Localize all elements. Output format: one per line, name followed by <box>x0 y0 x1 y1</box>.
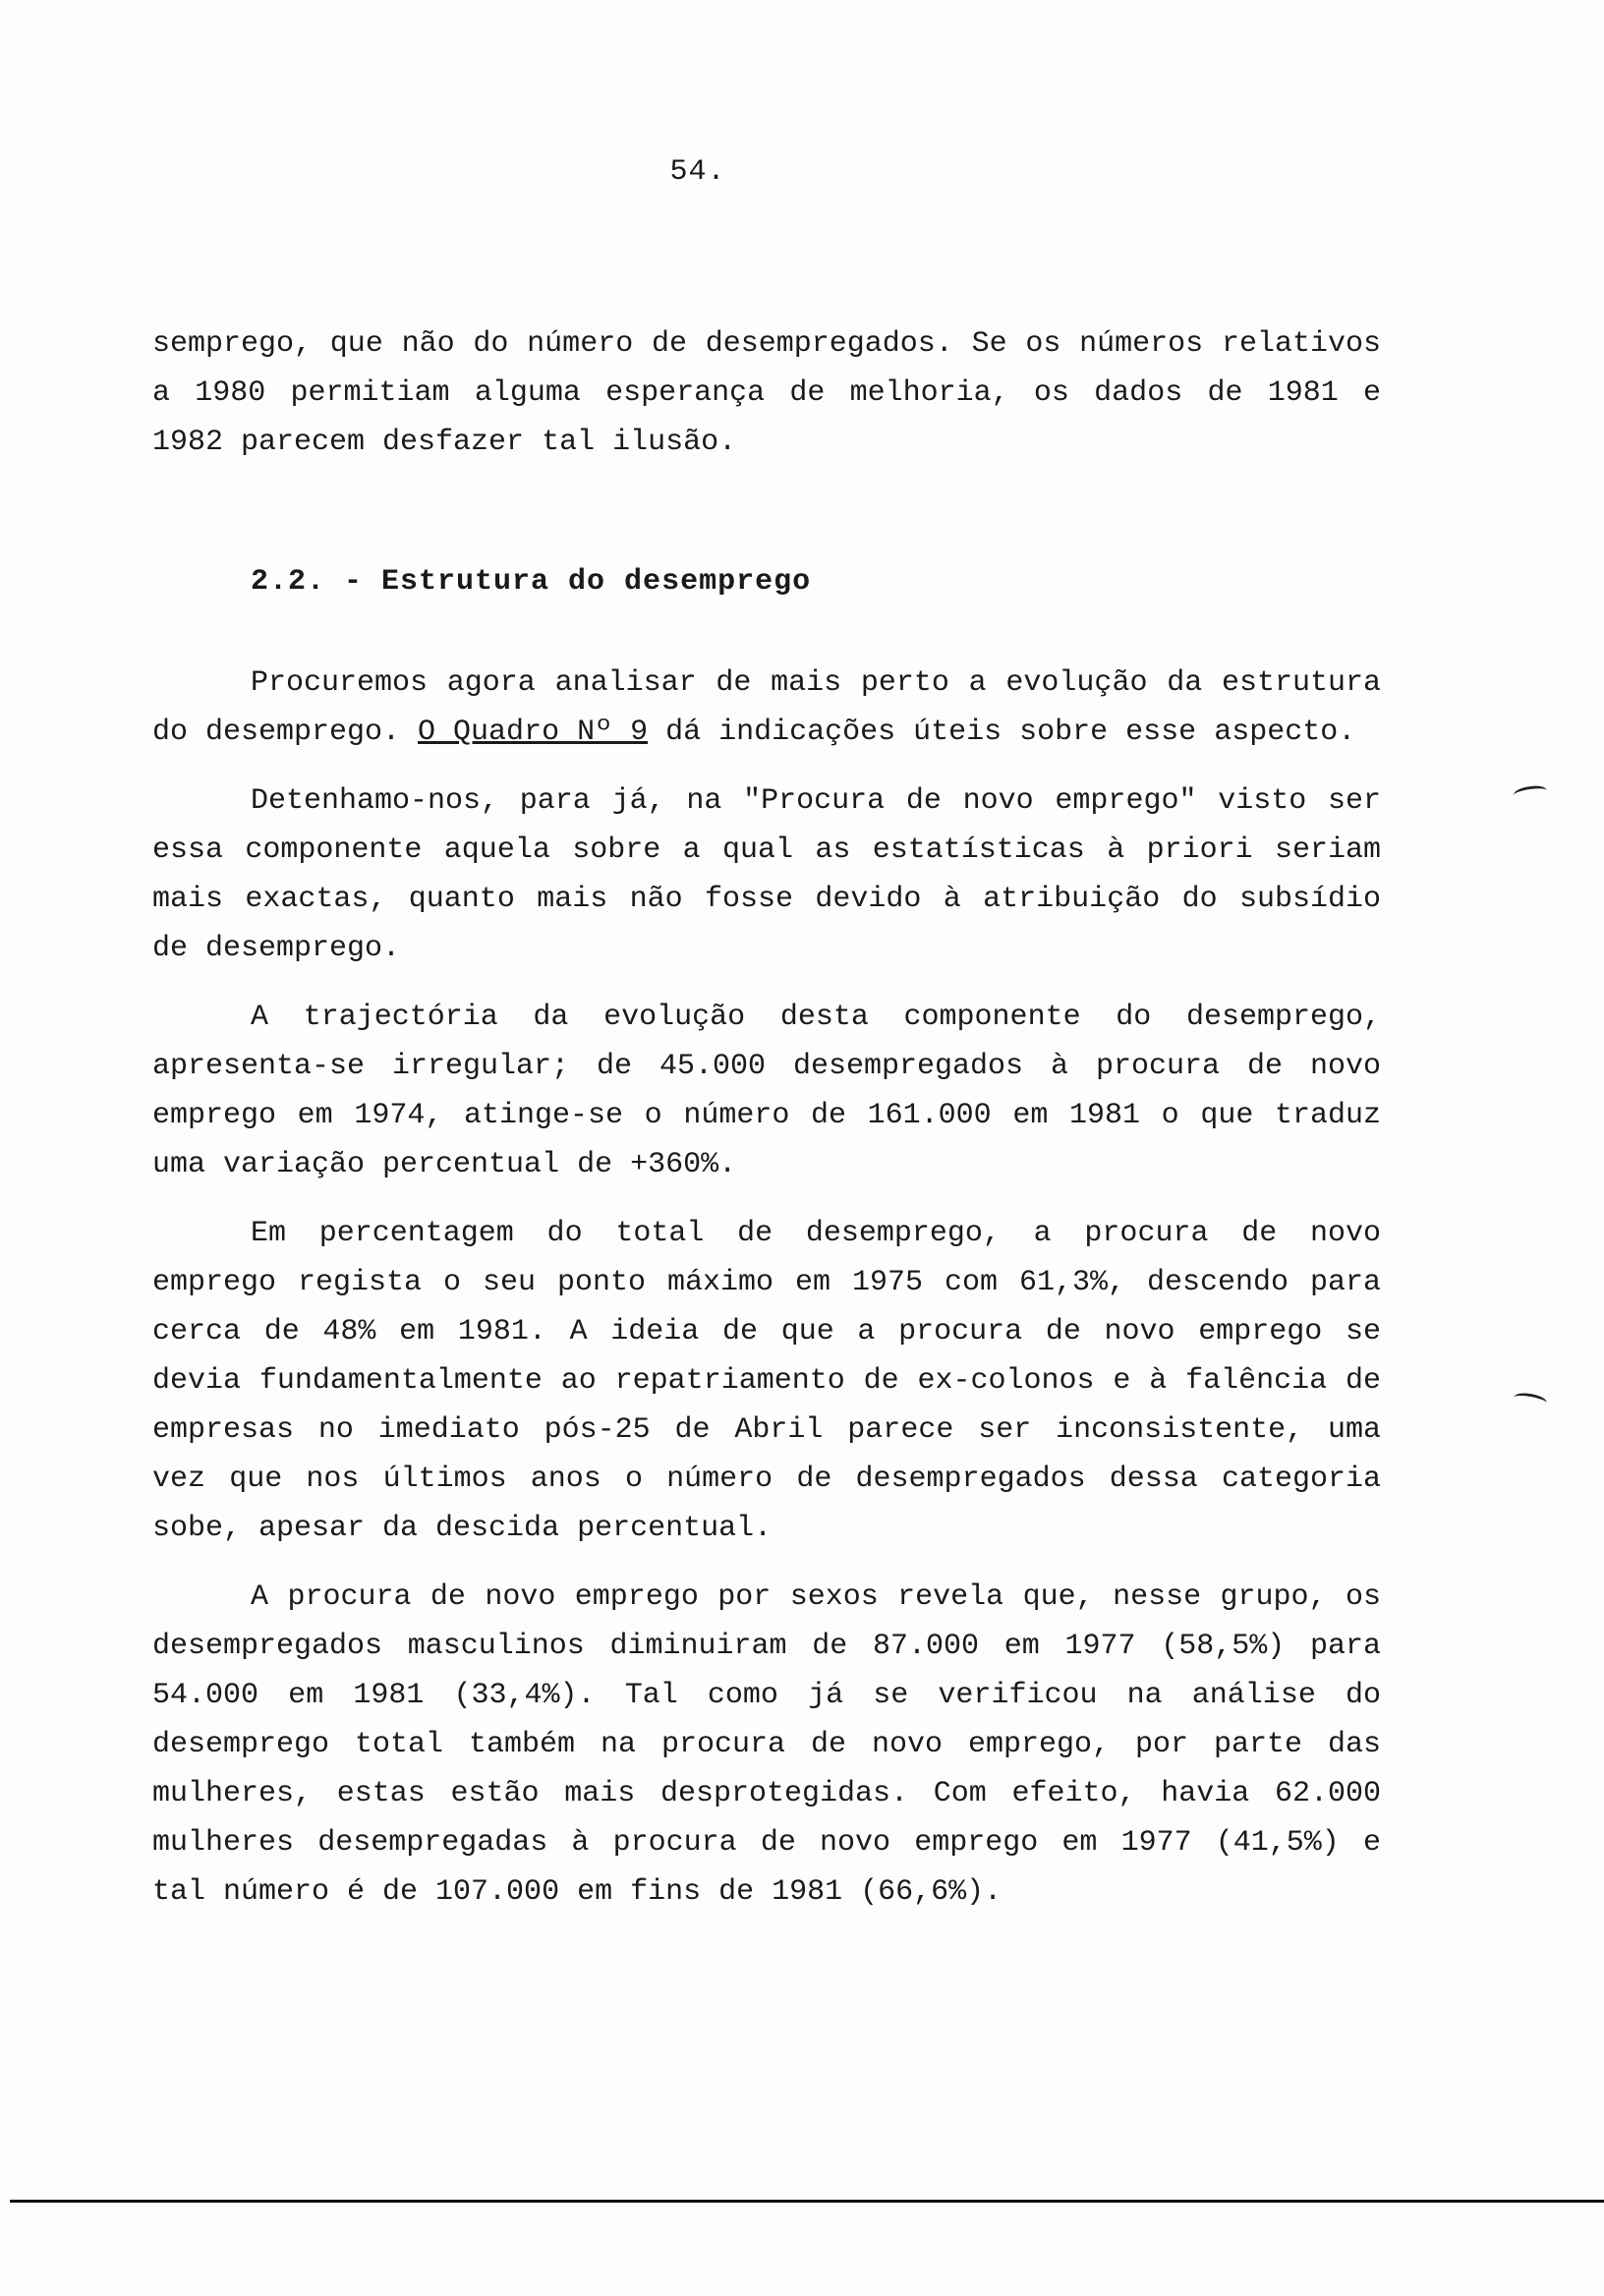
page-number: 54. <box>669 155 726 189</box>
paragraph-quadro-reference <box>152 659 1381 757</box>
section-heading: 2.2. - Estrutura do desemprego <box>251 565 812 599</box>
paragraph-percentagem: Em percentagem do total de desemprego, a procura de novo emprego regista o seu ponto máximo em 1975 com 61,3%, descendo para cerca de 48% em 1981. A ideia de que a procura de novo emprego se devia fundamentalmente ao repatriamento de ex-colonos e à falência de empresas no imediato pós-25 de Abril parece ser inconsistente, uma vez que nos últimos anos o número de desempregados dessa categoria sobe, apesar da descida percentual. <box>152 1217 1381 1545</box>
paragraph-1-after: dá indicações úteis sobre esse aspecto. <box>648 716 1356 749</box>
margin-mark <box>1513 784 1547 802</box>
quadro-reference: O Quadro Nº 9 <box>418 716 649 749</box>
paragraph-trajectoria: A trajectória da evolução desta componente do desemprego, apresenta-se irregular; de 45.000 desempregados à procura de novo emprego em 1974, atinge-se o número de 161.000 em 1981 o que traduz uma variação percentual de +360%. <box>152 1001 1381 1181</box>
main-text-block <box>152 659 1381 1936</box>
paragraph-procura-novo-emprego: Detenhamo-nos, para já, na "Procura de novo emprego" visto ser essa componente aquela sobre a qual as estatísticas à priori seriam mais exactas, quanto mais não fosse devido à atribuição do subsídio de desemprego. <box>152 784 1381 965</box>
margin-mark <box>1513 1391 1548 1409</box>
opening-text-block <box>152 319 1381 487</box>
paragraph-1-before: Procuremos agora analisar de mais perto a evolução da estrutura do desemprego. <box>152 666 1381 749</box>
footer-rule <box>10 2200 1604 2203</box>
opening-paragraph: semprego, que não do número de desempregados. Se os números relativos a 1980 permitiam alguma esperança de melhoria, os dados de 1981 e 1982 parecem desfazer tal ilusão. <box>152 327 1381 459</box>
paragraph-sexos: A procura de novo emprego por sexos revela que, nesse grupo, os desempregados masculinos diminuiram de 87.000 em 1977 (58,5%) para 54.000 em 1981 (33,4%). Tal como já se verificou na análise do desemprego total também na procura de novo emprego, por parte das mulheres, estas estão mais desprotegidas. Com efeito, havia 62.000 mulheres desempregadas à procura de novo emprego em 1977 (41,5%) e tal número é de 107.000 em fins de 1981 (66,6%). <box>152 1580 1381 1909</box>
